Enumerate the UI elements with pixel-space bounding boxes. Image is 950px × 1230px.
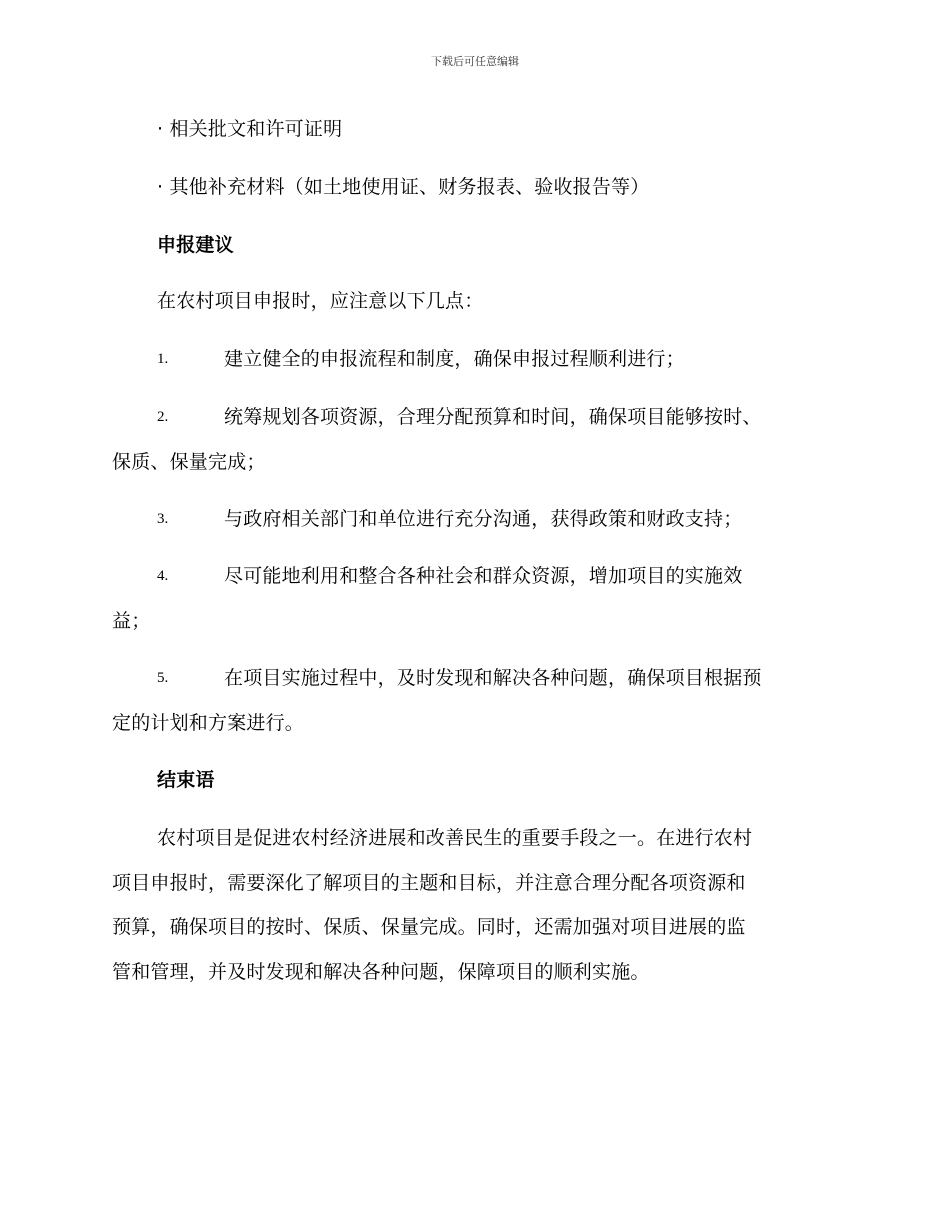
paragraph-line: 项目申报时，需要深化了解项目的主题和目标，并注意合理分配各项资源和 [112,872,746,894]
list-item-number: 2. [157,409,169,425]
list-item-number: 3. [157,511,169,527]
section-heading-advice: 申报建议 [157,234,234,256]
list-item-text: 在项目实施过程中，及时发现和解决各种问题，确保项目根据预 [224,667,762,689]
page-header: 下载后可任意编辑 [431,55,519,68]
list-item-text: 建立健全的申报流程和制度，确保申报过程顺利进行； [224,348,685,370]
bullet-item: · 相关批文和许可证明 [157,118,343,140]
list-item-text-continued: 益； [112,610,151,632]
section-heading-conclusion: 结束语 [157,769,215,791]
bullet-item: · 其他补充材料（如土地使用证、财务报表、验收报告等） [157,176,650,198]
list-item-text: 尽可能地利用和整合各种社会和群众资源，增加项目的实施效 [224,565,743,587]
list-item-text: 统筹规划各项资源，合理分配预算和时间，确保项目能够按时、 [224,406,762,428]
list-item-number: 4. [157,568,169,584]
list-item-number: 1. [157,351,169,367]
list-item-text-continued: 保质、保量完成； [112,451,266,473]
paragraph-line: 农村项目是促进农村经济进展和改善民生的重要手段之一。在进行农村 [157,827,753,849]
list-item-text-continued: 定的计划和方案进行。 [112,712,305,734]
paragraph-line: 管和管理，并及时发现和解决各种问题，保障项目的顺利实施。 [112,961,650,983]
paragraph-line: 预算，确保项目的按时、保质、保量完成。同时，还需加强对项目进展的监 [112,916,746,938]
list-item-number: 5. [157,670,169,686]
list-item-text: 与政府相关部门和单位进行充分沟通，获得政策和财政支持； [224,508,743,530]
advice-intro: 在农村项目申报时，应注意以下几点： [157,290,484,312]
